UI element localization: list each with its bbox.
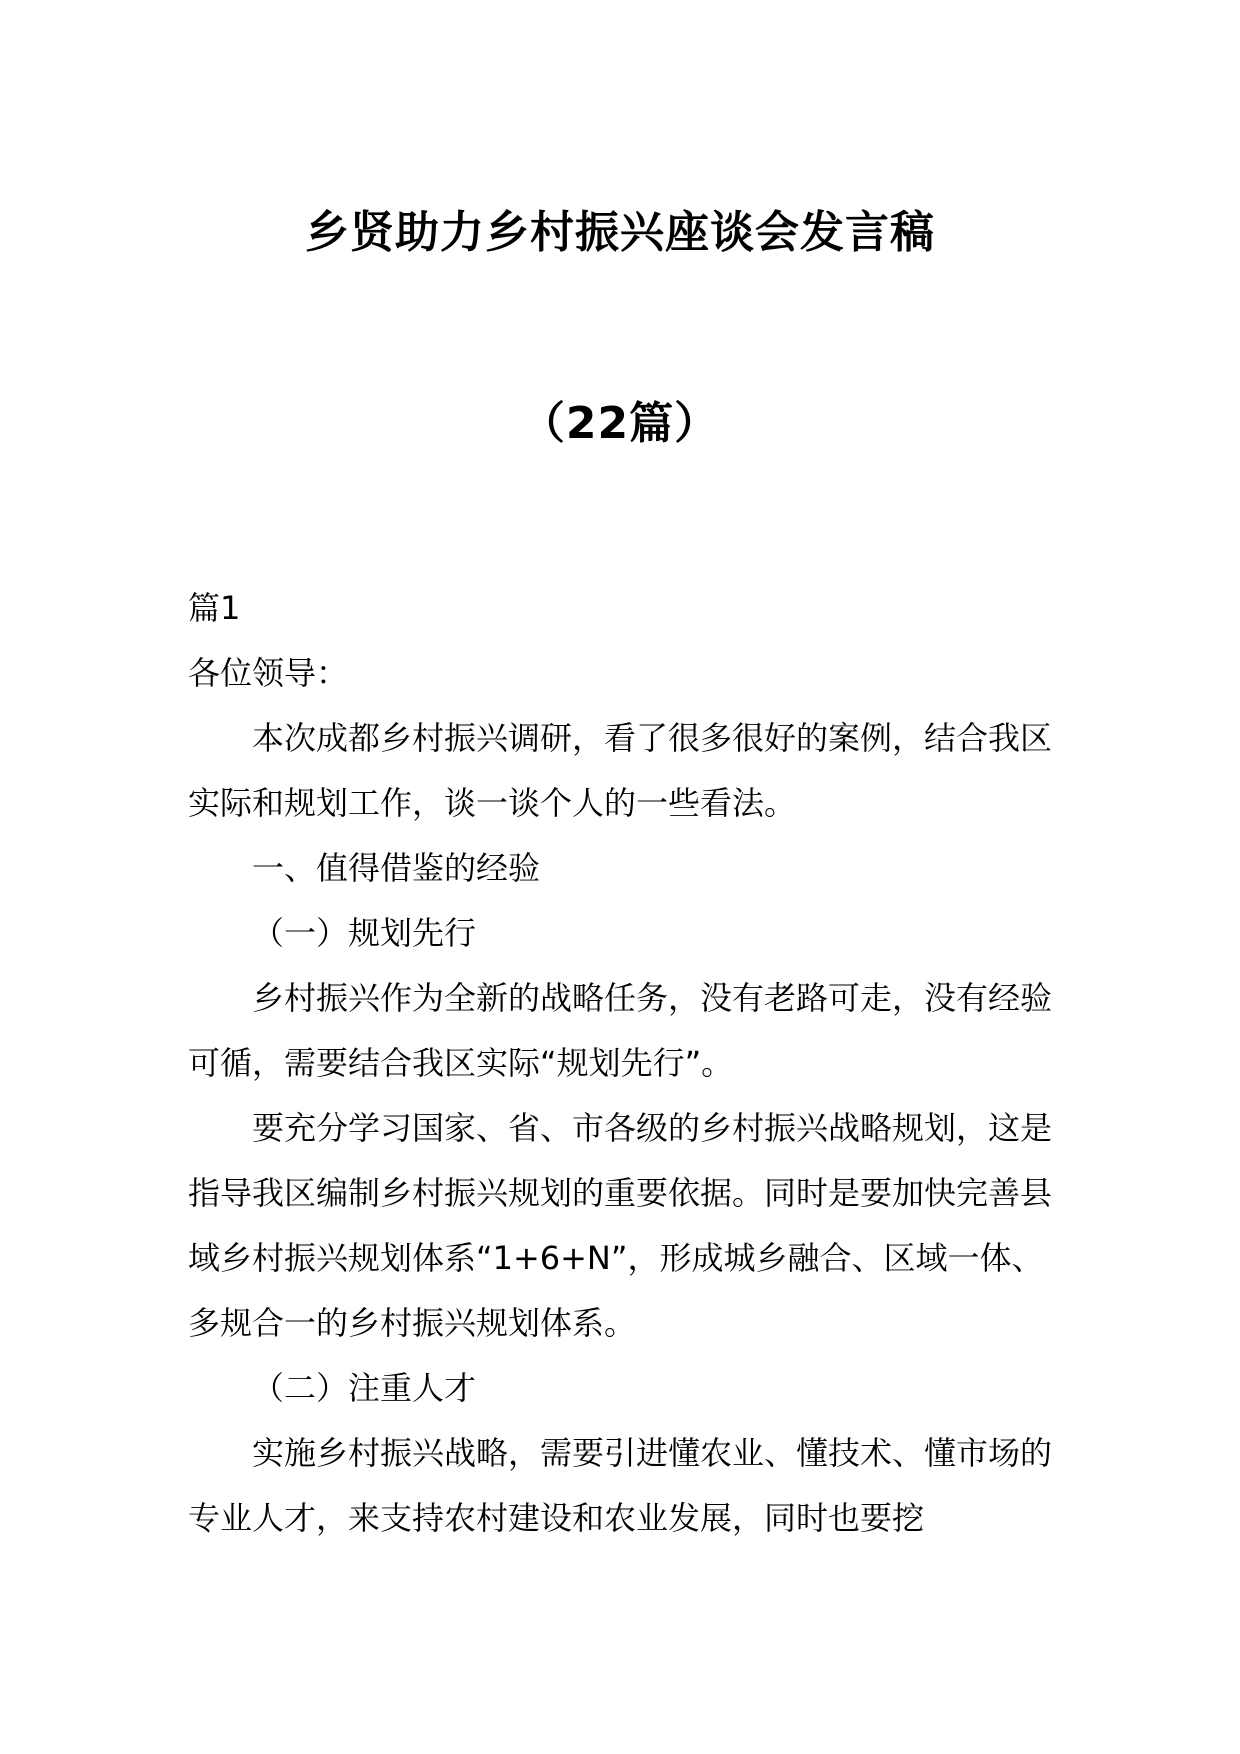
salutation: 各位领导：: [188, 654, 349, 692]
heading-level-2-talent: （二）注重人才: [252, 1369, 477, 1407]
document-body: [188, 576, 1058, 1551]
document-subtitle: （22篇）: [520, 398, 720, 449]
heading-level-2-planning: （一）规划先行: [252, 914, 477, 952]
paragraph-talent: 实施乡村振兴战略，需要引进懂农业、懂技术、懂市场的专业人才，来支持农村建设和农业发展，同时也要挖: [188, 1434, 1053, 1537]
heading-level-1: 一、值得借鉴的经验: [252, 849, 541, 887]
section-label: 篇1: [188, 589, 241, 627]
paragraph-planning-2: 要充分学习国家、省、市各级的乡村振兴战略规划，这是指导我区编制乡村振兴规划的重要依据。同时是要加快完善县域乡村振兴规划体系“1+6+N”，形成城乡融合、区域一体、多规合一的乡村振兴规划体系。: [188, 1109, 1053, 1342]
paragraph-planning-1: 乡村振兴作为全新的战略任务，没有老路可走，没有经验可循，需要结合我区实际“规划先行”。: [188, 979, 1053, 1082]
paragraph-intro: 本次成都乡村振兴调研，看了很多很好的案例，结合我区实际和规划工作，谈一谈个人的一些看法。: [188, 719, 1053, 822]
document-title: 乡贤助力乡村振兴座谈会发言稿: [305, 207, 935, 258]
